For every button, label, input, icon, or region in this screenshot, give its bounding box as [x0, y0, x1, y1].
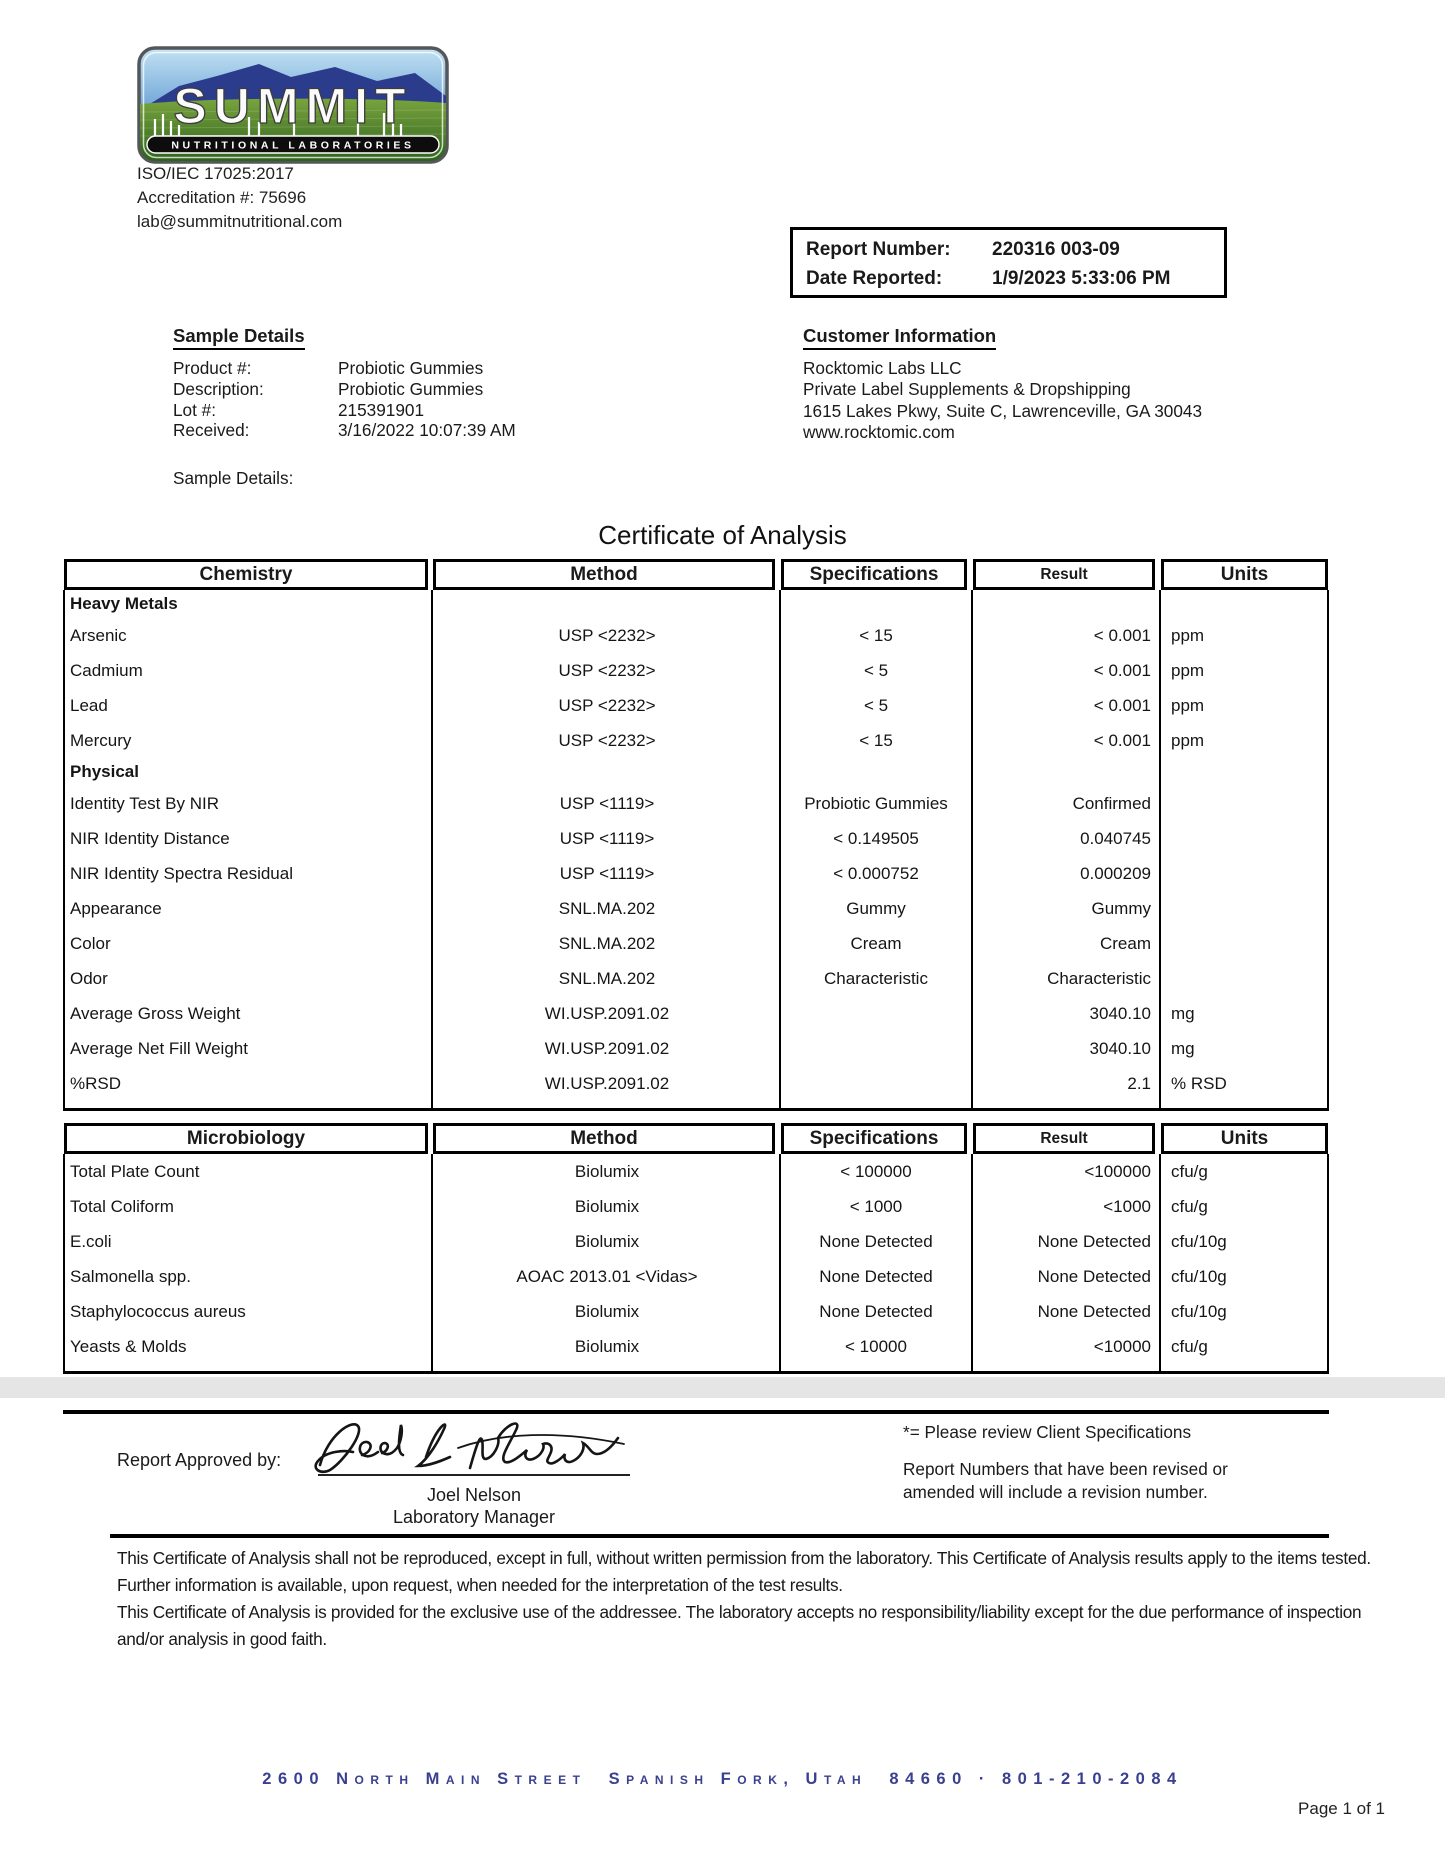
table-row: [65, 1189, 1327, 1224]
cell-method: SNL.MA.202: [558, 933, 656, 953]
table-row: [65, 996, 1327, 1031]
table-section-row: [65, 590, 1327, 618]
customer-website: www.rocktomic.com: [803, 421, 955, 442]
table-row: [65, 653, 1327, 688]
cell-spec: [783, 758, 969, 786]
cell-spec: < 15: [859, 625, 893, 645]
cell-result: <10000: [1093, 1336, 1151, 1356]
signature-line: [318, 1474, 630, 1476]
microbiology-table-header: [63, 1123, 1329, 1154]
cell-spec: None Detected: [819, 1301, 933, 1321]
cell-name: Average Net Fill Weight: [70, 1038, 248, 1058]
sample-label: Lot #:: [173, 399, 217, 420]
iso-standard: ISO/IEC 17025:2017: [137, 164, 294, 183]
disclaimer-paragraph-2: This Certificate of Analysis is provided for the exclusive use of the addressee. The laboratory accepts no responsibility/liability except for the due performance of inspection and/or analysis in good faith.: [117, 1602, 1362, 1649]
cell-units: ppm: [1171, 695, 1205, 715]
cell-method: Biolumix: [574, 1196, 640, 1216]
cell-spec: < 0.149505: [833, 828, 919, 848]
table-row: [65, 1329, 1327, 1364]
date-reported-value: 1/9/2023 5:33:06 PM: [992, 268, 1171, 289]
cell-units: ppm: [1171, 660, 1205, 680]
cell-method: Biolumix: [574, 1231, 640, 1251]
cell-spec: < 10000: [845, 1336, 907, 1356]
cell-result: 3040.10: [1089, 1038, 1151, 1058]
cell-result: None Detected: [1037, 1266, 1151, 1286]
column-header-microbiology: Microbiology: [64, 1123, 428, 1154]
signature-image: [300, 1417, 640, 1479]
lab-address-footer: 2600 North Main Street Spanish Fork, Utah 84660 · 801-210-2084: [262, 1770, 1183, 1788]
table-row: [65, 688, 1327, 723]
sample-value: 3/16/2022 10:07:39 AM: [338, 420, 516, 441]
customer-tagline: Private Label Supplements & Dropshipping: [803, 379, 1131, 400]
cell-result: Cream: [1099, 933, 1151, 953]
cell-name: Odor: [70, 968, 108, 988]
report-info-box: [790, 227, 1227, 298]
cell-name: Yeasts & Molds: [70, 1336, 187, 1356]
cell-spec: None Detected: [819, 1266, 933, 1286]
cell-spec: [783, 1066, 969, 1101]
cell-method: USP <1119>: [559, 828, 655, 848]
cell-result: < 0.001: [1093, 695, 1151, 715]
cell-method: USP <2232>: [558, 695, 656, 715]
signer-name: Joel Nelson: [426, 1485, 522, 1505]
cell-units: cfu/10g: [1171, 1231, 1227, 1251]
table-row: [65, 1154, 1327, 1189]
page-number: Page 1 of 1: [1298, 1799, 1385, 1818]
table-row: [65, 856, 1327, 891]
cell-result: Characteristic: [1047, 968, 1151, 988]
cell-method: AOAC 2013.01 <Vidas>: [516, 1266, 698, 1286]
cell-units: cfu/g: [1171, 1336, 1208, 1356]
sample-value: Probiotic Gummies: [338, 358, 484, 378]
cell-spec: < 100000: [840, 1161, 912, 1181]
cell-spec: < 5: [863, 695, 889, 715]
cell-spec: < 15: [859, 730, 893, 750]
cell-result: < 0.001: [1093, 625, 1151, 645]
divider-rule-top: [63, 1410, 1329, 1414]
table-row: [65, 786, 1327, 821]
cell-method: WI.USP.2091.02: [544, 1038, 670, 1058]
cell-name: Appearance: [70, 898, 162, 918]
column-header-method: Method: [433, 559, 775, 590]
table-row: [65, 926, 1327, 961]
table-row: [65, 1031, 1327, 1066]
table-row: [65, 1066, 1327, 1101]
sample-details-section: [173, 325, 516, 441]
cell-result: < 0.001: [1093, 730, 1151, 750]
cell-units: [1171, 961, 1326, 996]
cell-spec: Probiotic Gummies: [804, 793, 948, 813]
cell-method: USP <2232>: [558, 660, 656, 680]
cell-units: cfu/g: [1171, 1161, 1208, 1181]
cell-spec: < 1000: [849, 1196, 903, 1216]
document-title: Certificate of Analysis: [598, 520, 847, 550]
table-row: [65, 891, 1327, 926]
accreditation-block: [137, 162, 342, 234]
scan-gray-band: [0, 1377, 1445, 1398]
cell-method: SNL.MA.202: [558, 968, 656, 988]
cell-spec: < 5: [863, 660, 889, 680]
cell-units: cfu/10g: [1171, 1266, 1227, 1286]
cell-result: Gummy: [1091, 898, 1151, 918]
cell-result: <1000: [1103, 1196, 1151, 1216]
column-header-specifications: Specifications: [781, 1123, 967, 1154]
sample-row: [173, 420, 516, 441]
cell-result: None Detected: [1037, 1301, 1151, 1321]
sample-row: [173, 400, 516, 421]
cell-spec: [783, 590, 969, 618]
cell-units: mg: [1171, 1038, 1195, 1058]
cell-spec: Characteristic: [824, 968, 928, 988]
cell-units: [1171, 891, 1326, 926]
logo-tagline-text: NUTRITIONAL LABORATORIES: [171, 139, 415, 152]
chemistry-table-header: [63, 559, 1329, 590]
sample-row: [173, 358, 516, 379]
microbiology-table-body: [63, 1154, 1329, 1374]
cell-name: Average Gross Weight: [70, 1003, 241, 1023]
cell-units: cfu/g: [1171, 1196, 1208, 1216]
cell-name: NIR Identity Spectra Residual: [70, 863, 293, 883]
table-row: [65, 1294, 1327, 1329]
logo-brand-text: SUMMIT: [173, 78, 413, 134]
cell-spec: [783, 996, 969, 1031]
cell-name: Physical: [70, 762, 139, 781]
chemistry-table: [63, 559, 1329, 1111]
chemistry-table-body: [63, 590, 1329, 1111]
cell-method: WI.USP.2091.02: [544, 1073, 670, 1093]
cell-units: mg: [1171, 1003, 1195, 1023]
customer-information-heading: Customer Information: [803, 325, 996, 350]
report-number-label: Report Number:: [806, 239, 951, 260]
disclaimer-paragraph-1: This Certificate of Analysis shall not be reproduced, except in full, without written permission from the laboratory. This Certificate of Analysis results apply to the items tested. Further information is available, upon request, when needed for the interpretation of the test results.: [117, 1548, 1371, 1595]
customer-information-section: [803, 325, 1202, 443]
sample-details-heading: Sample Details: [173, 325, 305, 350]
column-header-units: Units: [1161, 1123, 1328, 1154]
column-header-result: Result: [973, 1123, 1155, 1154]
column-header-units: Units: [1161, 559, 1328, 590]
cell-result: Confirmed: [1072, 793, 1151, 813]
cell-method: USP <1119>: [559, 863, 655, 883]
cell-method: WI.USP.2091.02: [544, 1003, 670, 1023]
summit-logo: [137, 46, 449, 164]
report-number-value: 220316 003-09: [992, 239, 1120, 260]
cell-result: < 0.001: [1093, 660, 1151, 680]
cell-name: NIR Identity Distance: [70, 828, 230, 848]
lab-email: lab@summitnutritional.com: [137, 212, 343, 231]
sample-label: Product #:: [173, 358, 252, 378]
table-row: [65, 1224, 1327, 1259]
cell-units: ppm: [1171, 625, 1205, 645]
sample-label: Description:: [173, 378, 264, 399]
cell-units: cfu/10g: [1171, 1301, 1227, 1321]
cell-method: Biolumix: [574, 1161, 640, 1181]
sample-row: [173, 379, 516, 400]
cell-result: [975, 758, 1151, 786]
cell-method: USP <1119>: [559, 793, 655, 813]
cell-name: Lead: [70, 695, 108, 715]
cell-result: [975, 590, 1151, 618]
cell-name: Color: [70, 933, 111, 953]
cell-name: Identity Test By NIR: [70, 793, 219, 813]
cell-method: SNL.MA.202: [558, 898, 656, 918]
cell-result: <100000: [1084, 1161, 1151, 1181]
cell-method: USP <2232>: [558, 730, 656, 750]
cell-spec: < 0.000752: [833, 863, 919, 883]
date-reported-label: Date Reported:: [806, 268, 943, 289]
client-spec-note: *= Please review Client Specifications: [903, 1422, 1192, 1442]
customer-address: 1615 Lakes Pkwy, Suite C, Lawrenceville, GA 30043: [803, 400, 1203, 421]
cell-spec: Cream: [850, 933, 902, 953]
cell-method: Biolumix: [574, 1301, 640, 1321]
cell-name: Salmonella spp.: [70, 1266, 191, 1286]
accreditation-number: Accreditation #: 75696: [137, 188, 307, 207]
cell-name: Arsenic: [70, 625, 127, 645]
cell-result: None Detected: [1037, 1231, 1151, 1251]
cell-method: [437, 758, 777, 786]
column-header-specifications: Specifications: [781, 559, 967, 590]
cell-units: [1171, 856, 1326, 891]
report-approved-by-label: Report Approved by:: [117, 1450, 282, 1470]
cell-result: 3040.10: [1089, 1003, 1151, 1023]
sample-label: Received:: [173, 420, 250, 441]
cell-units: % RSD: [1171, 1073, 1227, 1093]
cell-method: [437, 590, 777, 618]
column-header-result: Result: [973, 559, 1155, 590]
sample-details-extra-label: Sample Details:: [173, 468, 294, 488]
cell-method: USP <2232>: [558, 625, 656, 645]
table-row: [65, 723, 1327, 758]
cell-units: [1171, 786, 1326, 821]
cell-units: [1171, 821, 1326, 856]
cell-units: ppm: [1171, 730, 1205, 750]
cell-name: Total Coliform: [70, 1196, 174, 1216]
table-row: [65, 961, 1327, 996]
column-header-method: Method: [433, 1123, 775, 1154]
cell-name: %RSD: [70, 1073, 122, 1093]
cell-spec: [783, 1031, 969, 1066]
cell-units: [1171, 926, 1326, 961]
customer-name: Rocktomic Labs LLC: [803, 358, 962, 378]
cell-name: Mercury: [70, 730, 132, 750]
sample-value: Probiotic Gummies: [338, 378, 484, 399]
signer-title: Laboratory Manager: [392, 1507, 556, 1527]
cell-result: 0.040745: [1080, 828, 1151, 848]
cell-name: Staphylococcus aureus: [70, 1301, 246, 1321]
table-section-row: [65, 758, 1327, 786]
cell-name: Total Plate Count: [70, 1161, 200, 1181]
cell-units: [1171, 590, 1326, 618]
cell-units: [1171, 758, 1326, 786]
divider-rule-bottom: [110, 1534, 1329, 1538]
table-row: [65, 618, 1327, 653]
cell-name: Cadmium: [70, 660, 143, 680]
disclaimer-block: [117, 1545, 1385, 1653]
table-row: [65, 821, 1327, 856]
cell-result: 0.000209: [1080, 863, 1151, 883]
cell-name: Heavy Metals: [70, 594, 178, 613]
column-header-chemistry: Chemistry: [64, 559, 428, 590]
cell-spec: None Detected: [819, 1231, 933, 1251]
cell-method: Biolumix: [574, 1336, 640, 1356]
cell-spec: Gummy: [846, 898, 906, 918]
cell-name: E.coli: [70, 1231, 112, 1251]
cell-result: 2.1: [1127, 1073, 1151, 1093]
table-row: [65, 1259, 1327, 1294]
sample-value: 215391901: [338, 399, 425, 420]
revision-note: Report Numbers that have been revised or amended will include a revision number.: [903, 1459, 1228, 1502]
microbiology-table: [63, 1123, 1329, 1374]
